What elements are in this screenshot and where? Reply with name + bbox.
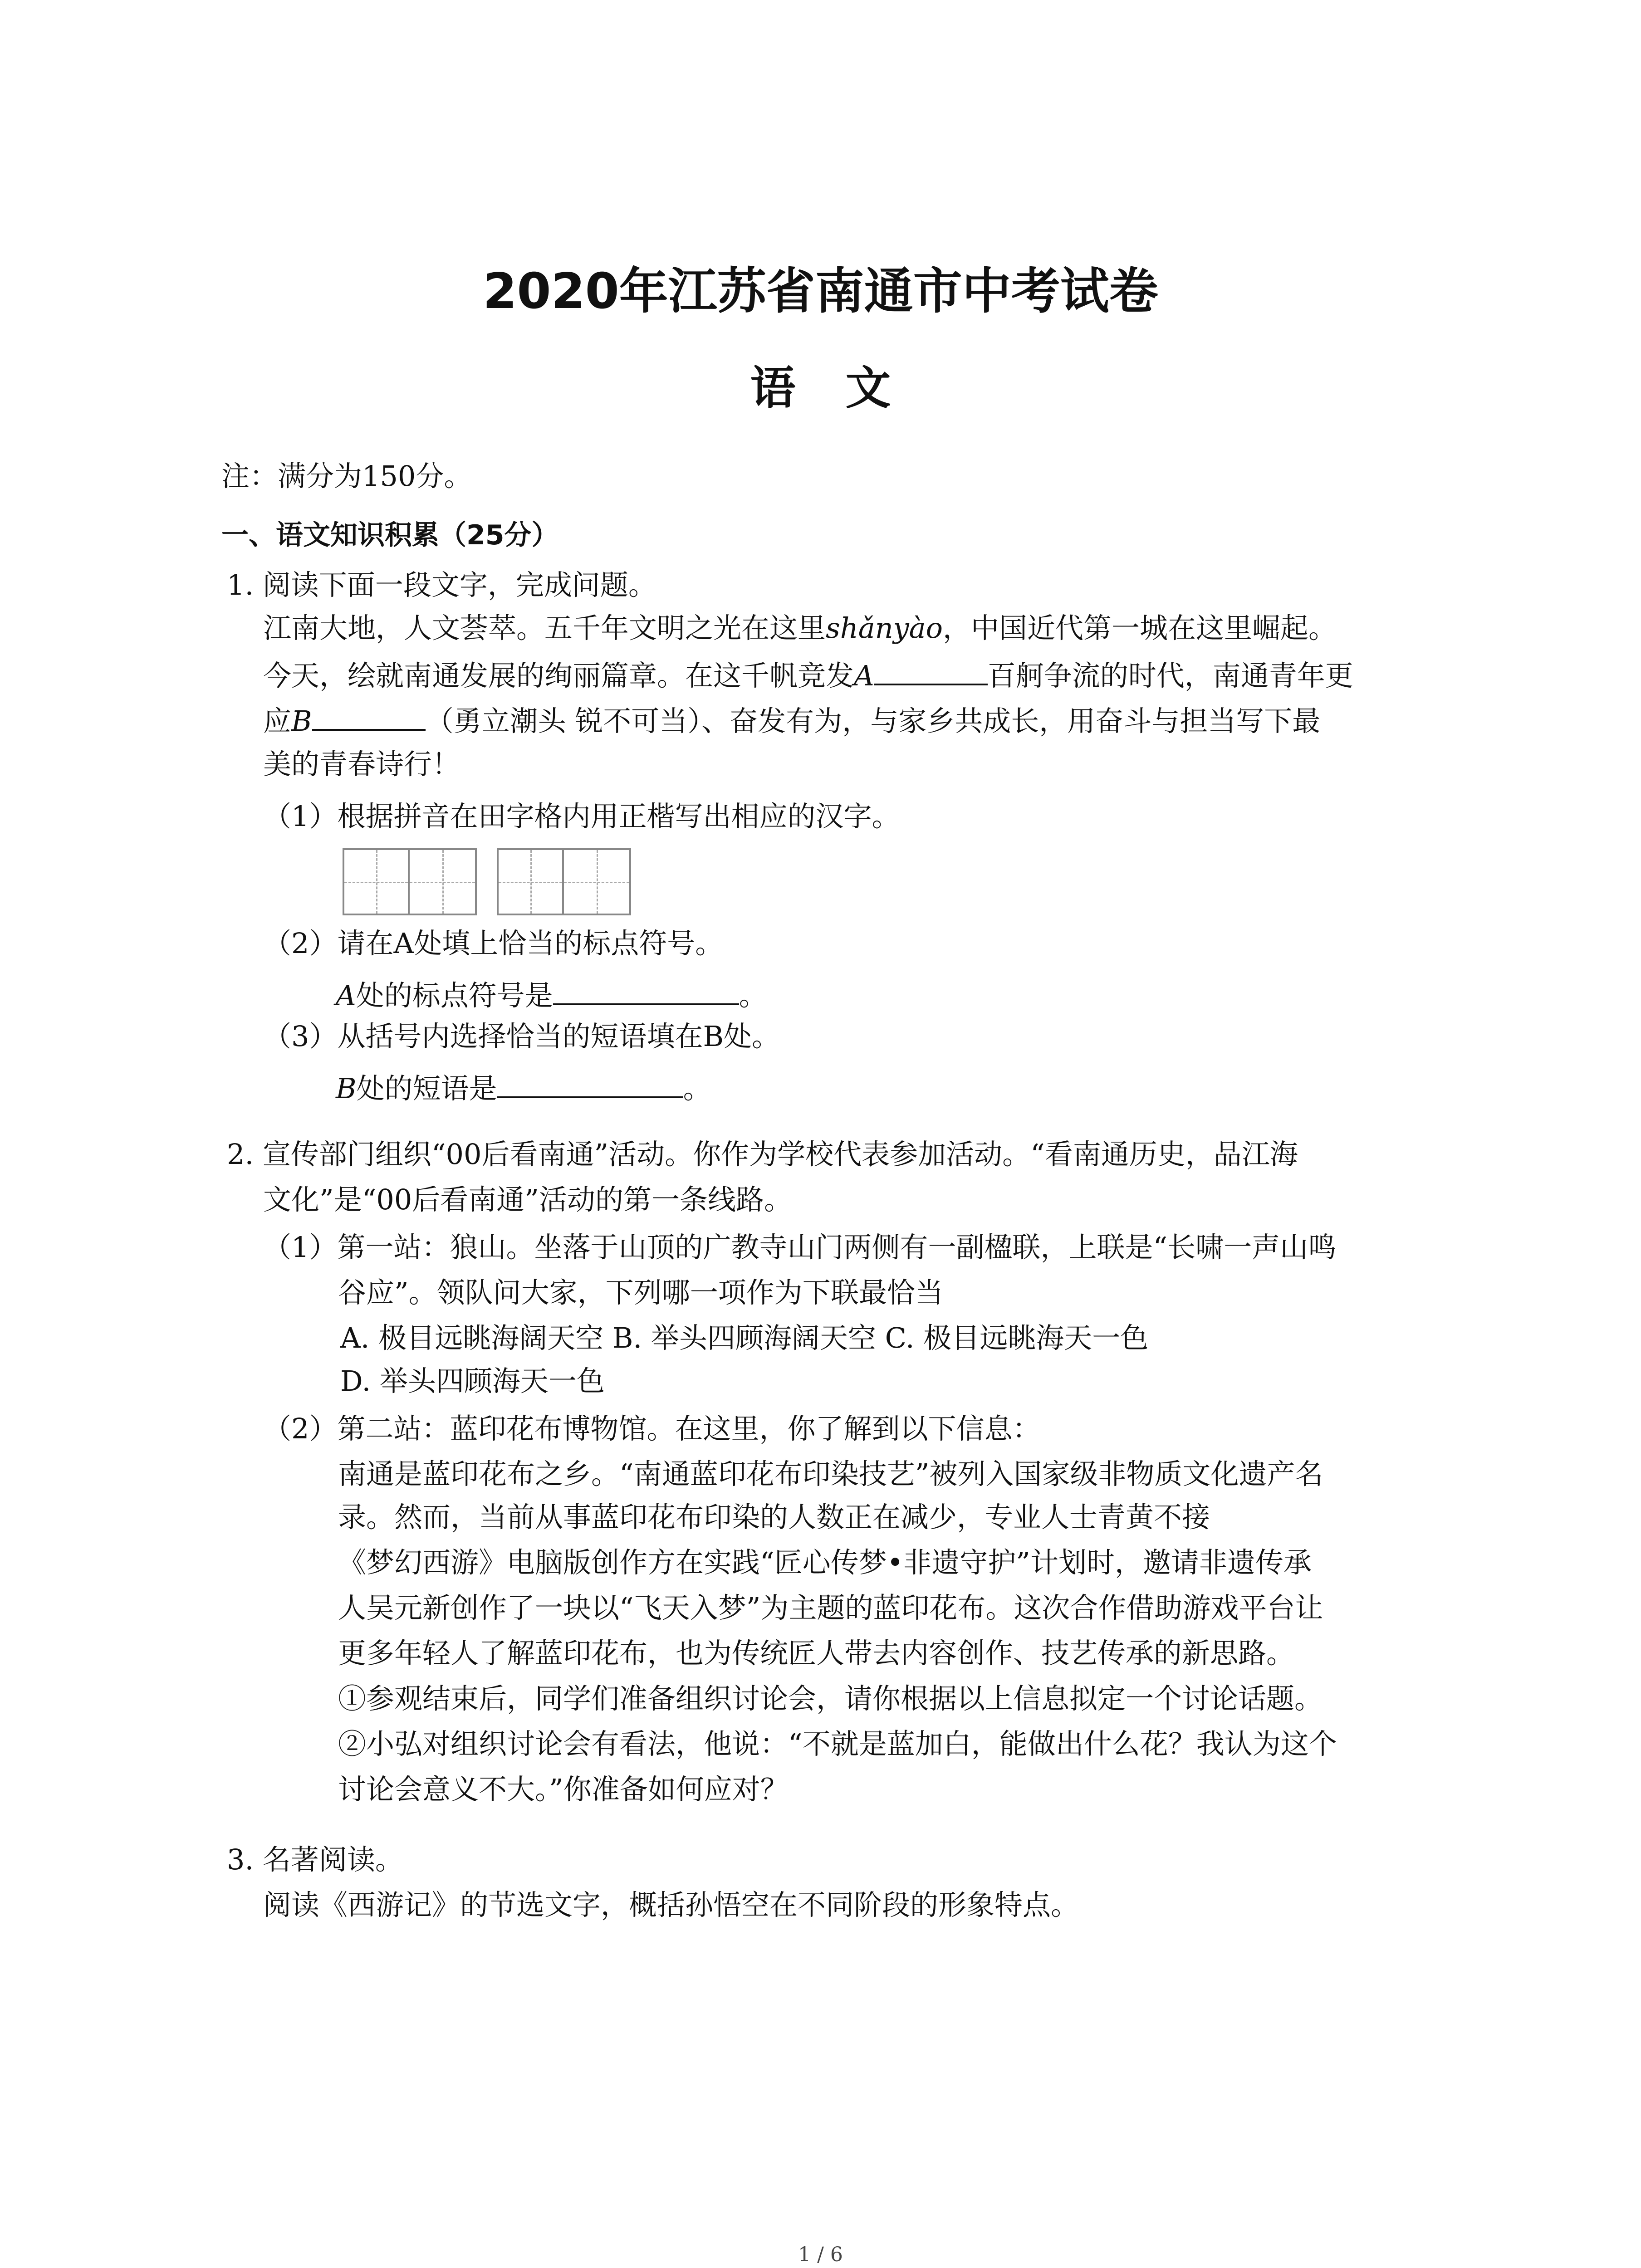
q2-task-2-line-1: ②小弘对组织讨论会有看法，他说：“不就是蓝加白，能做出什么花？我认为这个 — [338, 1727, 1337, 1760]
blank-marker-b: B — [291, 704, 312, 738]
tianzige-group-2 — [497, 848, 631, 915]
q3-stem: 3. 名著阅读。 — [227, 1843, 403, 1876]
answer-end: 。 — [683, 1072, 711, 1105]
q2-options-line-1: A. 极目远眺海阔天空 B. 举头四顾海阔天空 C. 极目远眺海天一色 — [340, 1321, 1149, 1354]
tianzige-cell[interactable] — [564, 848, 631, 915]
q2-sub1-line-1: （1）第一站：狼山。坐落于山顶的广教寺山门两侧有一副楹联，上联是“长啸一声山鸣 — [263, 1231, 1337, 1264]
q2-stem-line-2: 文化”是“00后看南通”活动的第一条线路。 — [263, 1183, 792, 1216]
pinyin-prompt: shǎnyào — [826, 611, 943, 645]
q2-task-2-line-2: 讨论会意义不大。”你准备如何应对？ — [338, 1773, 789, 1806]
tianzige-cell[interactable] — [343, 848, 410, 915]
tianzige-cell[interactable] — [497, 848, 564, 915]
q2-info-line-4: 人吴元新创作了一块以“飞天入梦”为主题的蓝印花布。这次合作借助游戏平台让 — [338, 1591, 1323, 1624]
q1-passage-line-4: 美的青春诗行！ — [263, 748, 460, 781]
q1-passage-text: 今天，绘就南通发展的绚丽篇章。在这千帆竞发 — [263, 659, 854, 692]
blank-marker-a: A — [854, 659, 874, 692]
q1-sub2: （2）请在A处填上恰当的标点符号。 — [263, 927, 724, 960]
tianzige-cell[interactable] — [410, 848, 477, 915]
q1-passage-line-1 — [263, 610, 1337, 646]
q1-passage-text: ，中国近代第一城在这里崛起。 — [942, 611, 1337, 645]
page-title: 2020年江苏省南通市中考试卷 — [483, 263, 1158, 320]
answer-marker-b: B — [336, 1072, 357, 1105]
q1-sub1: （1）根据拼音在田字格内用正楷写出相应的汉字。 — [263, 800, 900, 833]
q2-info-line-2: 录。然而，当前从事蓝印花布印染的人数正在减少，专业人士青黄不接 — [338, 1501, 1210, 1534]
q2-sub1-line-2: 谷应”。领队问大家，下列哪一项作为下联最恰当 — [338, 1276, 943, 1309]
q2-info-line-1: 南通是蓝印花布之乡。“南通蓝印花布印染技艺”被列入国家级非物质文化遗产名 — [338, 1457, 1323, 1491]
q1-sub3: （3）从括号内选择恰当的短语填在B处。 — [263, 1020, 780, 1053]
q2-task-1: ①参观结束后，同学们准备组织讨论会，请你根据以上信息拟定一个讨论话题。 — [338, 1682, 1323, 1715]
subject-title: 语文 — [750, 362, 941, 415]
q2-info-line-5: 更多年轻人了解蓝印花布，也为传统匠人带去内容创作、技艺传承的新思路。 — [338, 1637, 1295, 1670]
score-note: 注：满分为150分。 — [221, 459, 472, 493]
q1-sub3-answer — [336, 1068, 711, 1107]
tianzige-group-1 — [343, 848, 477, 915]
blank-a[interactable] — [874, 655, 988, 685]
q1-sub2-answer — [336, 975, 767, 1014]
section-heading: 一、语文知识积累（25分） — [221, 519, 559, 551]
q1-stem: 1. 阅读下面一段文字，完成问题。 — [227, 568, 656, 601]
q1-passage-text: （勇立潮头 锐不可当）、奋发有为，与家乡共成长，用奋斗与担当写下最 — [425, 704, 1321, 738]
q1-passage-text: 百舸争流的时代，南通青年更 — [987, 659, 1353, 692]
answer-prompt: 处的短语是 — [356, 1072, 497, 1105]
answer-blank-b[interactable] — [497, 1068, 683, 1098]
q2-info-line-3: 《梦幻西游》电脑版创作方在实践“匠心传梦•非遗守护”计划时，邀请非遗传承 — [338, 1546, 1312, 1579]
q1-passage-text: 应 — [263, 704, 292, 738]
q3-task: 阅读《西游记》的节选文字，概括孙悟空在不同阶段的形象特点。 — [263, 1888, 1079, 1921]
answer-prompt: 处的标点符号是 — [356, 979, 553, 1012]
q1-passage-line-3 — [263, 701, 1320, 739]
page-number: 1 / 6 — [798, 2243, 843, 2266]
q1-passage-line-2 — [263, 655, 1353, 694]
q2-sub2-line-1: （2）第二站：蓝印花布博物馆。在这里，你了解到以下信息： — [263, 1412, 1041, 1445]
q2-options-line-2: D. 举头四顾海天一色 — [340, 1364, 605, 1398]
blank-b[interactable] — [312, 701, 426, 731]
answer-end: 。 — [739, 979, 767, 1012]
answer-blank-a[interactable] — [553, 975, 739, 1005]
answer-marker-a: A — [336, 979, 356, 1012]
q2-stem-line-1: 2. 宣传部门组织“00后看南通”活动。你作为学校代表参加活动。“看南通历史，品江海 — [227, 1138, 1298, 1171]
q1-passage-text: 江南大地，人文荟萃。五千年文明之光在这里 — [263, 611, 826, 645]
